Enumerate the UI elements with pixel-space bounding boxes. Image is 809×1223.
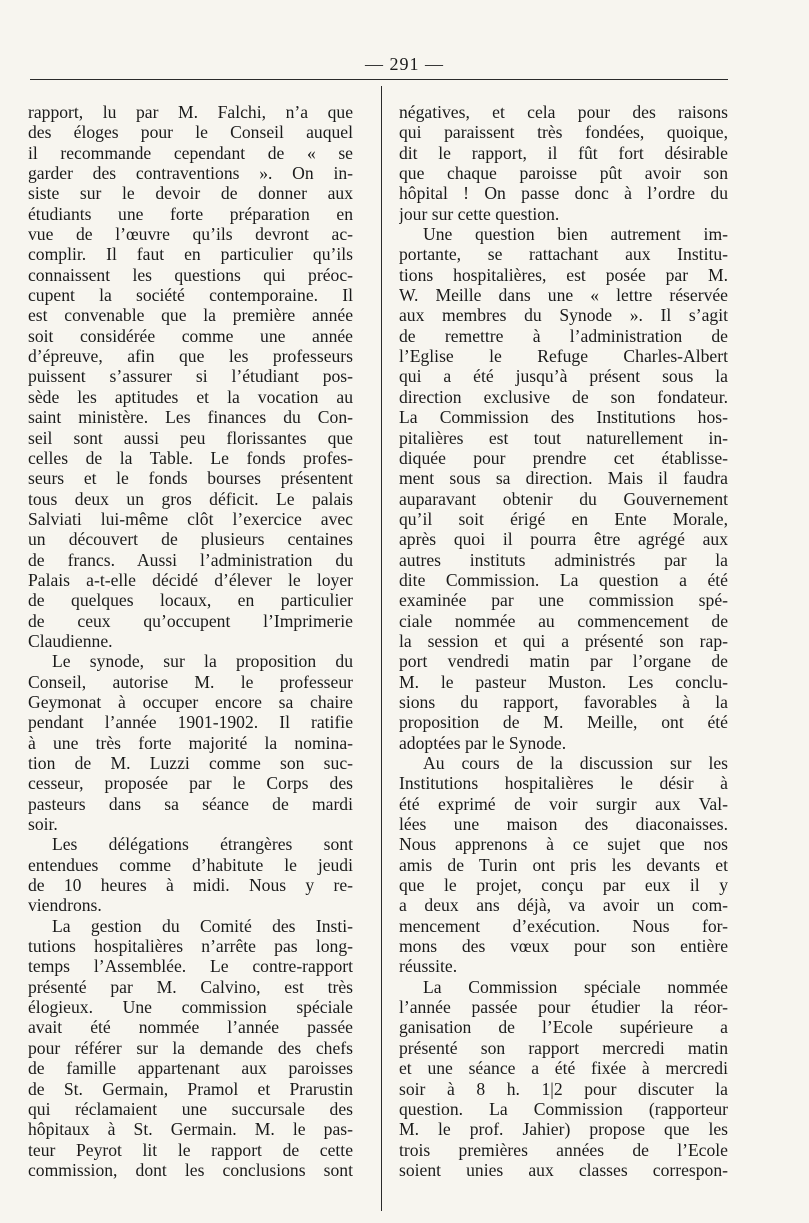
text-line: viendrons. <box>28 895 102 916</box>
text-line: portante, se rattachant aux Institu- <box>399 244 728 265</box>
text-line: pour référer sur la demande des chefs <box>28 1037 353 1058</box>
text-line: saint ministère. Les finances du Con- <box>28 407 353 428</box>
text-line: entendues comme d’habitute le jeudi <box>28 854 353 875</box>
text-line: amis de Turin ont pris les devants et <box>399 854 728 875</box>
text-line: M. le pasteur Muston. Les conclu- <box>399 671 728 692</box>
text-line: été exprimé de voir surgir aux Val- <box>399 793 728 814</box>
text-line: auparavant obtenir du Gouvernement <box>399 488 728 509</box>
text-line: de quelques locaux, en particulier <box>28 590 353 611</box>
text-line: hôpitaux à St. Germain. M. le pas- <box>28 1119 353 1140</box>
text-line: pasteurs dans sa séance de mardi <box>28 793 353 814</box>
text-line: tutions hospitalières n’arrête pas long- <box>28 936 353 957</box>
text-line: d’épreuve, afin que les professeurs <box>28 346 353 367</box>
left-column-paragraph <box>28 651 353 834</box>
text-line: soit considérée comme une année <box>28 325 353 346</box>
right-column <box>399 102 728 1180</box>
text-line: Le synode, sur la proposition du <box>52 651 353 672</box>
text-line: Une question bien autrement im- <box>423 224 728 245</box>
text-line: Claudienne. <box>28 630 113 651</box>
header-rule <box>30 79 728 80</box>
right-column-paragraph <box>399 102 728 224</box>
text-line: tion de M. Luzzi comme son suc- <box>28 753 353 773</box>
text-line: a deux ans déjà, va avoir un com- <box>399 895 728 916</box>
text-line: la session et qui a présenté son rap- <box>399 630 728 651</box>
text-line: de famille appartenant aux paroisses <box>28 1058 353 1079</box>
text-line: négatives, et cela pour des raisons <box>399 102 728 122</box>
text-line: proposition de M. Meille, ont été <box>399 712 728 733</box>
text-line: présenté son rapport mercredi matin <box>399 1037 728 1058</box>
text-line: cupent la société contemporaine. Il <box>28 285 353 306</box>
text-line: il recommande cependant de « se <box>28 142 353 163</box>
text-line: l’année passée pour étudier la réor- <box>399 997 728 1018</box>
text-line: présenté par M. Calvino, est très <box>28 976 353 997</box>
text-line: Palais a-t-elle décidé d’élever le loyer <box>28 569 353 590</box>
text-line: garder des contraventions ». On in- <box>28 163 353 184</box>
text-line: Geymonat à occuper encore sa chaire <box>28 691 353 712</box>
text-line: de St. Germain, Pramol et Prarustin <box>28 1078 353 1099</box>
text-line: mons des vœux pour son entière <box>399 936 728 957</box>
text-line: ganisation de l’Ecole supérieure a <box>399 1017 728 1038</box>
text-line: W. Meille dans une « lettre réservée <box>399 285 728 306</box>
text-line: examinée par une commission spé- <box>399 590 728 611</box>
text-line: soient unies aux classes correspon- <box>399 1159 728 1180</box>
text-line: est convenable que la première année <box>28 305 353 326</box>
text-line: de francs. Aussi l’administration du <box>28 549 353 570</box>
text-line: rapport, lu par M. Falchi, n’a que <box>28 102 353 122</box>
text-line: qui réclamaient une succursale des <box>28 1098 353 1119</box>
left-column <box>28 102 353 1180</box>
text-line: dit le rapport, il fût fort désirable <box>399 142 728 163</box>
text-line: ment sous sa direction. Mais il faudra <box>399 468 728 489</box>
text-line: siste sur le devoir de donner aux <box>28 183 353 204</box>
text-line: diquée pour prendre cet établisse- <box>399 447 728 468</box>
text-line: un découvert de plusieurs centaines <box>28 529 353 550</box>
text-line: hôpital ! On passe donc à l’ordre du <box>399 183 728 204</box>
text-line: celles de la Table. Le fonds profes- <box>28 447 353 468</box>
text-line: trois premières années de l’Ecole <box>399 1139 728 1160</box>
text-line: autres instituts administrés par la <box>399 549 728 570</box>
text-line: sède les aptitudes et la vocation au <box>28 386 353 407</box>
text-line: de remettre à l’administration de <box>399 325 728 346</box>
right-column-paragraph <box>399 977 728 1180</box>
text-line: après quoi il pourra être agrégé aux <box>399 529 728 550</box>
text-line: Salviati lui-même clôt l’exercice avec <box>28 508 353 529</box>
text-line: soir à 8 h. 1|2 pour discuter la <box>399 1078 728 1099</box>
text-line: M. le prof. Jahier) propose que les <box>399 1119 728 1140</box>
text-line: pitalières est tout naturellement in- <box>399 427 728 448</box>
text-line: adoptées par le Synode. <box>399 732 567 753</box>
text-line: seurs et le fonds bourses présentent <box>28 468 353 489</box>
text-line: soir. <box>28 814 58 835</box>
left-column-paragraph <box>28 834 353 915</box>
text-line: mencement d’exécution. Nous for- <box>399 915 728 936</box>
right-column-paragraph <box>399 753 728 977</box>
text-line: port vendredi matin par l’organe de <box>399 651 728 672</box>
text-line: tous deux un gros déficit. Le palais <box>28 488 353 509</box>
text-line: de 10 heures à midi. Nous y re- <box>28 875 353 896</box>
text-line: Les délégations étrangères sont <box>52 834 353 855</box>
right-column-paragraph <box>399 224 728 753</box>
text-line: temps l’Assemblée. Le contre-rapport <box>28 956 353 977</box>
text-line: Au cours de la discussion sur les <box>423 753 728 773</box>
text-line: ciale nommée au commencement de <box>399 610 728 631</box>
text-line: aux membres du Synode ». Il s’agit <box>399 305 728 326</box>
text-line: qui a été jusqu’à présent sous la <box>399 366 728 387</box>
text-line: commission, dont les conclusions sont <box>28 1159 353 1180</box>
text-line: étudiants une forte préparation en <box>28 203 353 224</box>
left-column-paragraph <box>28 916 353 1180</box>
text-line: puissent s’assurer si l’étudiant pos- <box>28 366 353 387</box>
text-line: élogieux. Une commission spéciale <box>28 997 353 1018</box>
text-line: connaissent les questions qui préoc- <box>28 264 353 285</box>
text-line: seil sont aussi peu florissantes que <box>28 427 353 448</box>
text-line: avait été nommée l’année passée <box>28 1017 353 1038</box>
text-line: qu’il soit érigé en Ente Morale, <box>399 508 728 529</box>
text-line: vue de l’œuvre qu’ils devront ac- <box>28 224 353 245</box>
text-line: direction exclusive de son fondateur. <box>399 386 728 407</box>
page-number: — 291 — <box>365 54 444 74</box>
text-line: de ceux qu’occupent l’Imprimerie <box>28 610 353 631</box>
text-line: La Commission spéciale nommée <box>423 976 728 997</box>
text-line: que le projet, conçu par eux il y <box>399 875 728 896</box>
text-line: pendant l’année 1901-1902. Il ratifie <box>28 712 353 733</box>
text-line: Nous apprenons à ce sujet que nos <box>399 834 728 855</box>
text-line: tions hospitalières, est posée par M. <box>399 264 728 285</box>
left-column-paragraph <box>28 102 353 651</box>
text-line: teur Peyrot lit le rapport de cette <box>28 1139 353 1160</box>
text-line: question. La Commission (rapporteur <box>399 1098 728 1119</box>
text-line: complir. Il faut en particulier qu’ils <box>28 244 353 265</box>
text-line: sions du rapport, favorables à la <box>399 691 728 712</box>
column-divider <box>381 86 382 1211</box>
text-line: lées une maison des diaconaisses. <box>399 814 728 835</box>
text-line: réussite. <box>399 956 458 977</box>
text-line: cesseur, proposée par le Corps des <box>28 773 353 794</box>
text-line: dite Commission. La question a été <box>399 569 728 590</box>
text-line: et une séance a été fixée à mercredi <box>399 1058 728 1079</box>
text-line: La Commission des Institutions hos- <box>399 407 728 428</box>
text-line: des éloges pour le Conseil auquel <box>28 122 353 143</box>
text-line: Conseil, autorise M. le professeur <box>28 671 353 692</box>
text-line: l’Eglise le Refuge Charles-Albert <box>399 346 728 367</box>
text-line: qui paraissent très fondées, quoique, <box>399 122 728 143</box>
text-line: que chaque paroisse pût avoir son <box>399 163 728 184</box>
text-line: jour sur cette question. <box>399 203 560 224</box>
text-line: à une très forte majorité la nomina- <box>28 732 353 753</box>
text-line: Institutions hospitalières le désir à <box>399 773 728 794</box>
text-line: La gestion du Comité des Insti- <box>52 915 353 936</box>
